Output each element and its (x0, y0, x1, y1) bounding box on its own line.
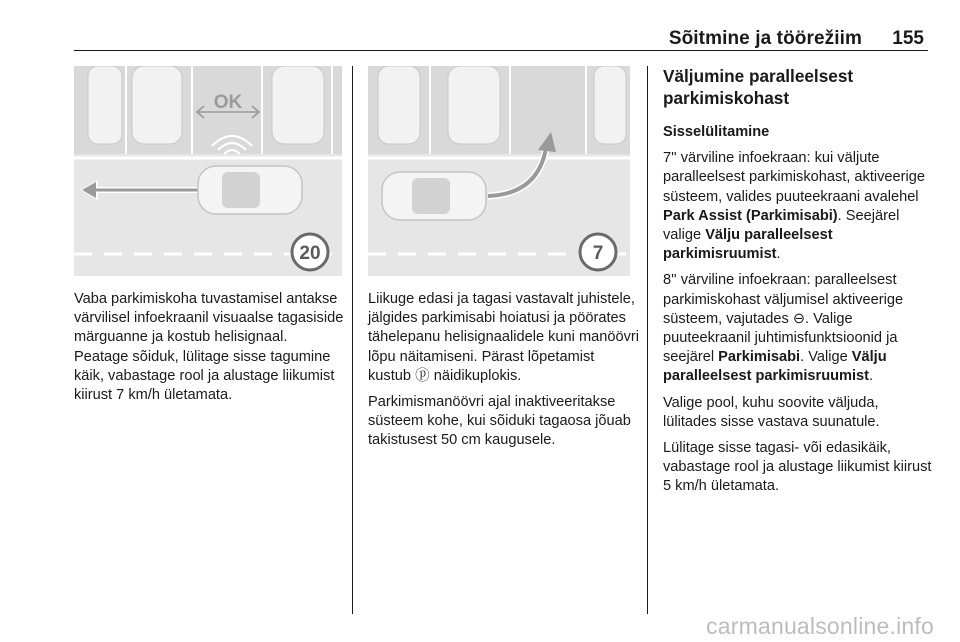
figure-badge: 20 (299, 243, 321, 264)
right-paragraph-1: 7'' värviline infoekraan: kui väljute paralleelsest parkimiskohast, aktiveerige süsteem, valides puuteekraani avalehel Park Assist (Parkimisabi). Seejärel valige Välju paralleelsest parkimisruumist. (663, 150, 925, 263)
section-heading: Väljumine paralleelsest parkimiskohast (663, 66, 854, 108)
car-icon (198, 166, 302, 214)
figure-parking-exit (368, 66, 630, 276)
sub-heading: Sisselülitamine (663, 124, 770, 140)
middle-column-text (368, 290, 640, 458)
column-divider-left (352, 66, 353, 614)
parking-indicator-icon: ⓟ (415, 367, 430, 384)
middle-paragraph-1: Liikuge edasi ja tagasi vastavalt juhistele, jälgides parkimisabi hoiatusi ja pöörates tähelepanu helisignaalidele kuni manöövri lõpu näitamiseni. Pärast lõpetamist kustub ⓟ näidikuplokis. (368, 291, 639, 384)
right-paragraph-4: Lülitage sisse tagasi- või edasikäik, vabastage rool ja alustage liikumist kiirust 5 km/h ületamata. (663, 440, 932, 495)
middle-paragraph-2: Parkimismanöövri ajal inaktiveeritakse süsteem kohe, kui sõiduki tagaosa jõuab takistusest 50 cm kaugusele. (368, 394, 631, 449)
right-paragraph-3: Valige pool, kuhu soovite väljuda, lülitades sisse vastava suunatule. (663, 394, 880, 430)
left-column-text (74, 290, 344, 412)
figure-badge: 7 (592, 243, 604, 264)
page-title: Sõitmine ja töörežiim (668, 28, 862, 49)
parking-button-icon: ⊖ (792, 310, 806, 327)
ok-sign-text: OK (213, 92, 243, 113)
right-column-text (663, 66, 935, 504)
watermark: carmanualsonline.info (706, 613, 934, 639)
page-number: 155 (892, 28, 924, 49)
right-paragraph-2: 8'' värviline infoekraan: paralleelsest parkimiskohast väljumisel aktiveerige süsteem, vajutades ⊖. Valige puuteekraanil juhtimisfunktsioonid ja seejärel Parkimisabi. Valige Välju paralleelsest parkimisruumist. (663, 272, 904, 385)
figure-parking-space-detected (74, 66, 342, 276)
car-icon (382, 172, 486, 220)
column-divider-right (647, 66, 648, 614)
left-paragraph: Vaba parkimiskoha tuvastamisel antakse värvilisel infoekraanil visuaalse tagasiside märguanne ja kostub helisignaal. Peatage sõiduk, lülitage sisse tagumine käik, vabastage rool ja alustage liikumist kiirust 7 km/h ületamata. (74, 291, 344, 404)
page-header (74, 26, 928, 51)
